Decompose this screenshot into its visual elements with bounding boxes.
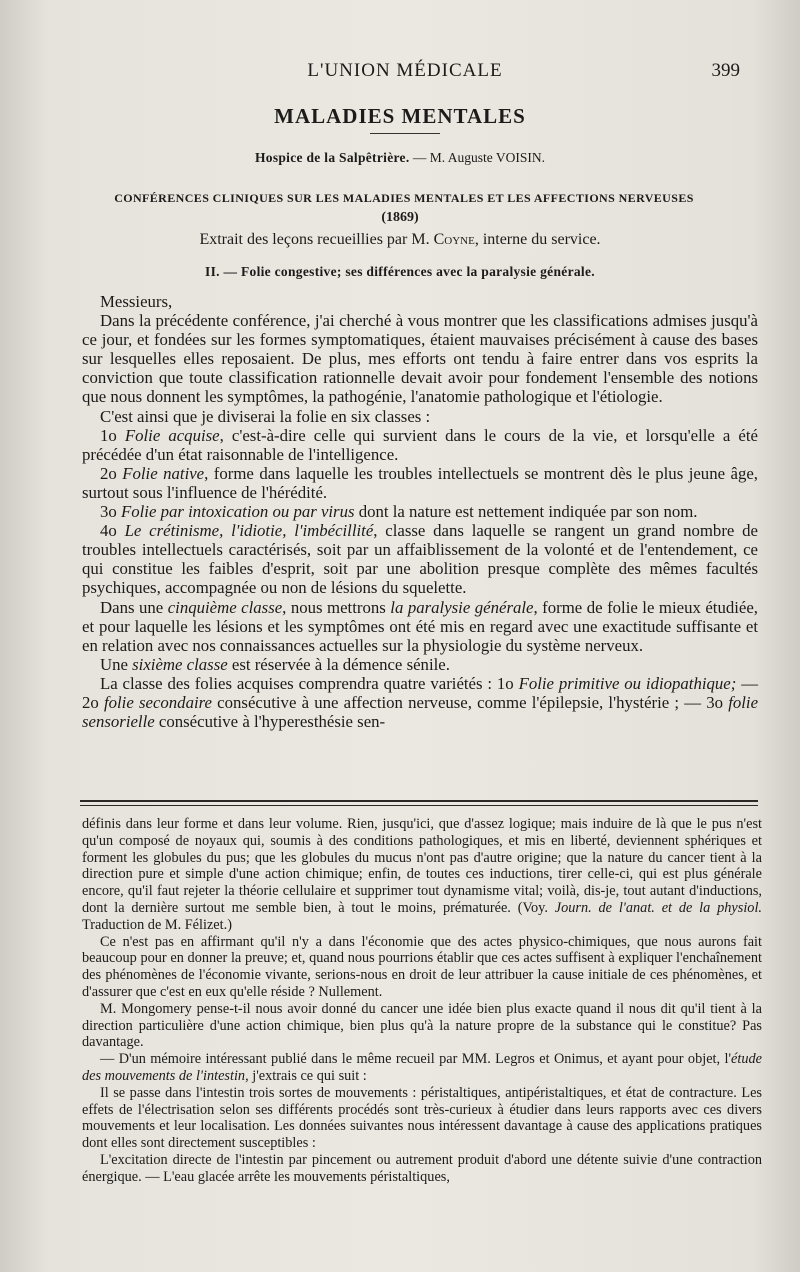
hospice-line	[0, 150, 800, 166]
note-paragraph: L'excitation directe de l'intestin par pincement ou autrement produit d'abord une détente suivie d'une contraction énergique. — L'eau glacée arrête les mouvements péristaltiques,	[82, 1151, 762, 1185]
class-item-6	[82, 655, 758, 674]
item-number: 3o	[100, 502, 121, 522]
journal-title: Journ. de l'anat. et de la physiol.	[554, 899, 762, 916]
variety-term: Folie primitive ou idiopathique;	[518, 673, 737, 693]
extrait-text: Extrait des leçons recueillies par M.	[199, 231, 434, 248]
item-term: Folie par intoxication	[120, 502, 269, 522]
footnote-divider-thin	[80, 805, 758, 806]
page-number: 399	[711, 60, 740, 81]
item-text: , forme de folie le mieux étudiée, et pour laquelle les lésions et les symptômes ont été mis en regard avec une exactitude suffisante et en relation avec nos connaissances actuelles sur la physiologie du système nerveux.	[82, 597, 758, 655]
variety-term: folie secondaire	[103, 692, 212, 712]
note-paragraph	[82, 1051, 762, 1085]
item-term: Folie acquise	[124, 425, 220, 445]
title-rule	[370, 133, 440, 134]
item-term-joiner: ou	[268, 502, 294, 522]
paragraph-text: consécutive à l'hyperesthésie sen-	[154, 712, 386, 732]
class-item-2	[82, 464, 758, 502]
note-text: Traduction de M. Félizet.)	[82, 916, 232, 933]
class-item-5	[82, 598, 758, 655]
note-text: — D'un mémoire intéressant publié dans le même recueil par MM. Legros et Onimus, et ayant pour objet, l'	[100, 1051, 732, 1068]
paragraph-varieties	[82, 674, 758, 731]
item-number: 2o	[100, 463, 123, 483]
subsection-title: II. — Folie congestive; ses différences avec la paralysie générale.	[205, 264, 595, 279]
item-text: , forme dans laquelle les troubles intellectuels se montrent dès le plus jeune âge, surtout sous l'influence de l'hérédité.	[82, 463, 758, 502]
extrait-text-end: , interne du service.	[474, 231, 601, 248]
section-title: MALADIES MENTALES	[274, 104, 526, 128]
footnote-divider	[80, 800, 758, 802]
feuilleton-text	[82, 816, 762, 1186]
class-item-4	[82, 521, 758, 597]
conference-title: CONFÉRENCES CLINIQUES SUR LES MALADIES MENTALES ET LES AFFECTIONS NERVEUSES	[114, 191, 694, 205]
item-term: Le crétinisme, l'idiotie, l'imbécillité	[124, 521, 374, 541]
hospice-author: — M. Auguste VOISIN.	[409, 150, 546, 165]
item-term: sixième classe	[132, 654, 228, 674]
extrait-line	[0, 231, 800, 249]
class-item-1	[82, 426, 758, 464]
item-text: Dans une	[100, 597, 168, 617]
running-head	[70, 60, 740, 88]
note-paragraph	[82, 816, 762, 934]
item-text: , classe dans laquelle se rangent un grand nombre de troubles intellectuels caractérisés, soit par un affaiblissement de la volonté et de l'entendement, ce qui constitue les faibles d'esprit, soit par une abolition presque complète des mêmes facultés psychiques, accompagnée ou non de lésions du squelette.	[82, 521, 758, 598]
item-number: 4o	[100, 521, 125, 541]
item-text: Une	[100, 654, 133, 674]
item-text: , nous mettrons	[282, 597, 391, 617]
main-text	[82, 292, 758, 731]
note-text: , j'extrais ce qui suit :	[245, 1067, 367, 1084]
class-item-3	[82, 502, 758, 521]
item-term: cinquième classe	[167, 597, 283, 617]
item-term: la paralysie générale	[390, 597, 534, 617]
item-text: dont la nature est nettement indiquée par son nom.	[354, 502, 698, 522]
extrait-author: Coyne	[433, 231, 475, 248]
item-text: , c'est-à-dire celle qui survient dans le cours de la vie, et lorsqu'elle a été précédée d'un état raisonnable de l'intelligence.	[82, 425, 758, 464]
note-paragraph: M. Mongomery pense-t-il nous avoir donné du cancer une idée bien plus exacte quand il nous dit qu'il tient à la direction particulière d'une action chimique, bien plus qu'à la nature propre de la substance qui le constitue? Pas davantage.	[82, 1000, 762, 1051]
hospice-name: Hospice de la Salpêtrière.	[254, 150, 410, 165]
item-term: par virus	[293, 502, 355, 522]
paragraph: C'est ainsi que je diviserai la folie en six classes :	[100, 406, 431, 426]
note-paragraph: Ce n'est pas en affirmant qu'il n'y a dans l'économie que des actes physico-chimiques, que nous aurons fait beaucoup pour en donner la preuve; et, quand nous pourrions établir que ces actes suffisent à expliquer l'enchaînement des phénomènes de l'économie vivante, serions-nous en droit de leur attribuer la cause initiale de ces phénomènes, et d'assurer que c'est en eux qu'elle réside ? Nullement.	[82, 933, 762, 1000]
conference-year: (1869)	[381, 210, 419, 225]
item-term: Folie native	[122, 463, 205, 483]
note-paragraph: Il se passe dans l'intestin trois sortes de mouvements : péristaltiques, antipéristaltiques, et état de contracture. Les effets de l'électrisation selon ses différents procédés sont très-curieux à étudier dans leurs rapports avec ces divers mouvements et leur localisation. Les données suivantes nous intéressent davantage à cause des applications pratiques dont elles sont directement susceptibles :	[82, 1084, 762, 1152]
paragraph: Dans la précédente conférence, j'ai cherché à vous montrer que les classifications admises jusqu'à ce jour, et fondées sur les formes symptomatiques, étaient mauvaises précisément à cause des bases sur lesquelles elles reposaient. De plus, mes efforts ont tendu à faire entrer dans vos esprits la conviction que toute classification rationnelle devait avoir pour fondement l'ensemble des notions que nous donnent les symptômes, la pathogénie, l'anatomie pathologique et l'étiologie.	[82, 311, 758, 407]
study-title: étude des mouvements de l'intestin	[82, 1051, 762, 1084]
paragraph-text: La classe des folies acquises comprendra quatre variétés : 1o	[100, 673, 519, 693]
variety-term: folie sensorielle	[82, 692, 759, 732]
paragraph-text: consécutive à une affection nerveuse, comme l'épilepsie, l'hystérie ; — 3o	[212, 692, 729, 712]
note-text: définis dans leur forme et dans leur volume. Rien, jusqu'ici, que d'assez logique; mais induire de là que le pus n'est qu'un composé de noyaux qui, soumis à des conditions pathologiques, et mis en liberté, deviennent sphériques et forment les globules du pus; que les globules du mucus n'ont pas d'autre origine; que la nature du cancer tient à la direction pure et simple d'une action chimique; enfin, de toutes ces inductions, tirer celle-ci, qui est plus générale encore, qu'il faut rejeter la théorie cellulaire et supprimer tout dynamisme vital; voilà, dis-je, tout autant d'inductions, dont la dernière surtout me semble bien, à tout le moins, prématurée. (Voy.	[82, 816, 762, 916]
paragraph-text: — 2o	[82, 673, 758, 712]
item-number: 1o	[100, 425, 125, 445]
salutation: Messieurs,	[100, 292, 173, 311]
running-title: L'UNION MÉDICALE	[307, 60, 503, 81]
item-text: est réservée à la démence sénile.	[227, 654, 450, 674]
